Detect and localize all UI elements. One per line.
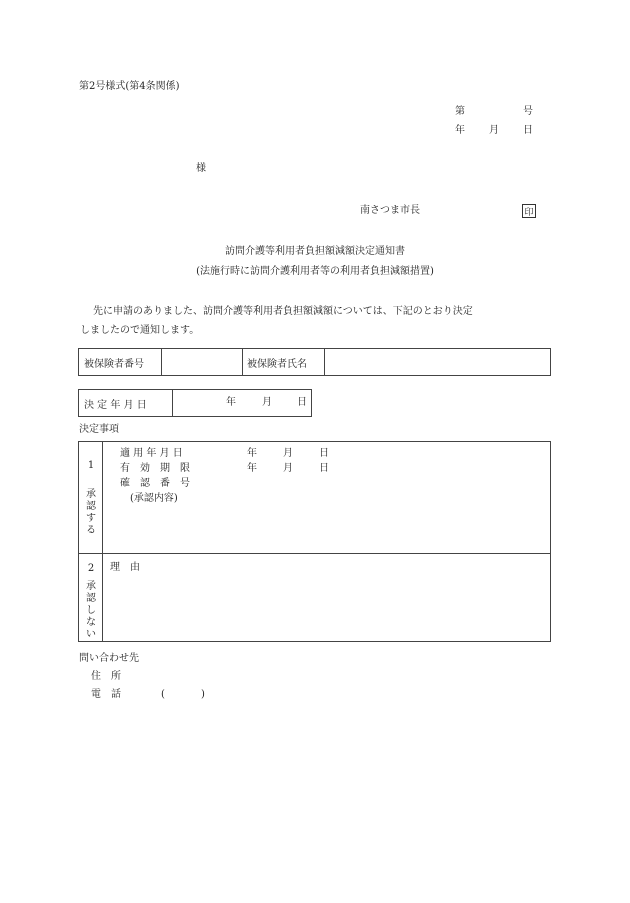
deny-char-5: い: [86, 629, 96, 640]
valid-period-label: 有 効 期 限: [120, 463, 190, 474]
approve-number: 1: [87, 460, 95, 471]
phone-paren-open: (: [161, 689, 165, 700]
apply-date-day: 日: [319, 448, 329, 459]
valid-period-month: 月: [283, 463, 293, 474]
deny-char-2: 認: [86, 593, 96, 604]
insured-number-field[interactable]: [161, 349, 242, 375]
reason-label: 理 由: [110, 562, 140, 573]
insured-name-field[interactable]: [324, 349, 550, 375]
decision-date-month: 月: [262, 397, 272, 408]
seal-mark: 印: [522, 204, 536, 218]
contact-label: 問い合わせ先: [79, 653, 139, 664]
decision-date-day: 日: [297, 397, 307, 408]
deny-char-4: な: [86, 617, 96, 628]
insured-table: [78, 348, 551, 376]
insured-number-label: 被保険者番号: [84, 358, 144, 370]
date-day: 日: [523, 125, 533, 136]
decision-items-table: [78, 441, 551, 642]
date-year: 年: [455, 125, 465, 136]
apply-date-year: 年: [247, 448, 257, 459]
confirmation-number-label: 確 認 番 号: [120, 478, 190, 489]
form-label: 第2号様式(第4条関係): [79, 81, 180, 92]
decision-date-year: 年: [226, 397, 236, 408]
issuer-name: 南さつま市長: [360, 205, 420, 216]
date-month: 月: [489, 125, 499, 136]
decision-date-table: [78, 389, 312, 417]
deny-number: 2: [87, 563, 95, 574]
body-line-2: しましたので通知します。: [80, 325, 200, 336]
addressee-suffix: 様: [196, 163, 206, 174]
apply-date-label: 適 用 年 月 日: [120, 448, 183, 459]
document-title: 訪問介護等利用者負担額減額決定通知書: [225, 246, 405, 257]
approve-char-4: る: [86, 525, 96, 536]
document-subtitle: (法施行時に訪問介護利用者等の利用者負担減額措置): [196, 266, 434, 277]
contact-address-label: 住 所: [91, 671, 121, 682]
valid-period-year: 年: [247, 463, 257, 474]
contact-phone-label: 電 話: [91, 689, 121, 700]
approve-char-3: す: [86, 513, 96, 524]
decision-items-label: 決定事項: [79, 424, 119, 435]
deny-char-1: 承: [86, 581, 96, 592]
insured-name-label: 被保険者氏名: [247, 358, 307, 370]
deny-char-3: し: [86, 605, 96, 616]
doc-number-prefix: 第: [455, 106, 465, 117]
approve-char-1: 承: [86, 489, 96, 500]
decision-date-label: 決 定 年 月 日: [84, 399, 147, 411]
valid-period-day: 日: [319, 463, 329, 474]
approval-content-label: (承認内容): [130, 493, 178, 504]
doc-number-suffix: 号: [523, 106, 533, 117]
body-line-1: 先に申請のありました、訪問介護等利用者負担額減額については、下記のとおり決定: [93, 306, 473, 317]
phone-paren-close: ): [201, 689, 205, 700]
apply-date-month: 月: [283, 448, 293, 459]
approve-char-2: 認: [86, 501, 96, 512]
